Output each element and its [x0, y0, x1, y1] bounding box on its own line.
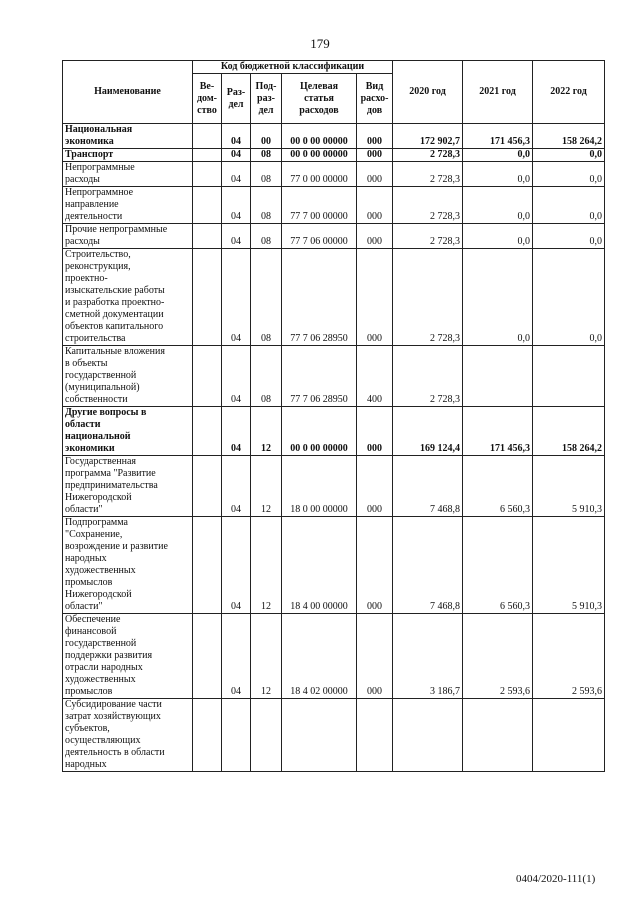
row-target: 18 4 00 00000 — [282, 517, 357, 614]
row-vid: 400 — [357, 346, 393, 407]
row-podrazdel — [251, 699, 282, 772]
row-value-2021: 171 456,3 — [463, 407, 533, 456]
budget-table — [62, 60, 605, 772]
row-value-2020 — [393, 699, 463, 772]
row-vid: 000 — [357, 187, 393, 224]
row-value-2020: 2 728,3 — [393, 224, 463, 249]
table-row — [63, 407, 605, 456]
row-value-2020: 2 728,3 — [393, 346, 463, 407]
row-value-2020: 7 468,8 — [393, 456, 463, 517]
table-row — [63, 224, 605, 249]
row-vid: 000 — [357, 124, 393, 149]
row-name: Национальная экономика — [63, 124, 193, 149]
table-row — [63, 162, 605, 187]
row-vedomstvo — [193, 249, 222, 346]
header-target: Целевая статья расходов — [282, 74, 357, 124]
row-vedomstvo — [193, 517, 222, 614]
row-vedomstvo — [193, 224, 222, 249]
row-vid: 000 — [357, 224, 393, 249]
row-target: 77 0 00 00000 — [282, 162, 357, 187]
row-vid: 000 — [357, 517, 393, 614]
table-row — [63, 614, 605, 699]
row-target: 18 4 02 00000 — [282, 614, 357, 699]
row-vedomstvo — [193, 614, 222, 699]
row-value-2021: 0,0 — [463, 162, 533, 187]
row-value-2021: 171 456,3 — [463, 124, 533, 149]
row-name: Подпрограмма "Сохранение, возрождение и развитие народных художественных промыслов Нижегородской области" — [63, 517, 193, 614]
row-razdel: 04 — [222, 614, 251, 699]
row-value-2022: 5 910,3 — [533, 456, 605, 517]
row-name: Государственная программа "Развитие предпринимательства Нижегородской области" — [63, 456, 193, 517]
row-razdel: 04 — [222, 162, 251, 187]
row-vid — [357, 699, 393, 772]
row-value-2020: 2 728,3 — [393, 149, 463, 162]
row-razdel: 04 — [222, 149, 251, 162]
row-razdel: 04 — [222, 187, 251, 224]
row-vedomstvo — [193, 149, 222, 162]
row-value-2022: 158 264,2 — [533, 124, 605, 149]
row-name: Прочие непрограммные расходы — [63, 224, 193, 249]
row-target: 77 7 00 00000 — [282, 187, 357, 224]
row-podrazdel: 12 — [251, 614, 282, 699]
row-value-2021: 0,0 — [463, 249, 533, 346]
row-name: Непрограммное направление деятельности — [63, 187, 193, 224]
row-value-2020: 2 728,3 — [393, 162, 463, 187]
row-podrazdel: 08 — [251, 249, 282, 346]
row-value-2022: 2 593,6 — [533, 614, 605, 699]
row-value-2020: 169 124,4 — [393, 407, 463, 456]
row-vedomstvo — [193, 699, 222, 772]
row-value-2020: 3 186,7 — [393, 614, 463, 699]
row-name: Транспорт — [63, 149, 193, 162]
row-target: 77 7 06 28950 — [282, 249, 357, 346]
row-value-2021: 6 560,3 — [463, 517, 533, 614]
row-vid: 000 — [357, 149, 393, 162]
row-vedomstvo — [193, 407, 222, 456]
row-vid: 000 — [357, 456, 393, 517]
row-podrazdel: 12 — [251, 517, 282, 614]
row-name: Обеспечение финансовой государственной поддержки развития отрасли народных художественных промыслов — [63, 614, 193, 699]
row-target: 77 7 06 28950 — [282, 346, 357, 407]
row-target: 18 0 00 00000 — [282, 456, 357, 517]
row-podrazdel: 08 — [251, 346, 282, 407]
row-value-2021: 0,0 — [463, 224, 533, 249]
row-razdel: 04 — [222, 224, 251, 249]
row-razdel: 04 — [222, 407, 251, 456]
header-2021: 2021 год — [463, 61, 533, 124]
row-value-2022: 0,0 — [533, 187, 605, 224]
row-target: 77 7 06 00000 — [282, 224, 357, 249]
row-target: 00 0 00 00000 — [282, 124, 357, 149]
header-razdel: Раз- дел — [222, 74, 251, 124]
row-razdel: 04 — [222, 346, 251, 407]
row-vedomstvo — [193, 456, 222, 517]
budget-rows — [63, 124, 605, 772]
table-row — [63, 456, 605, 517]
row-value-2022: 5 910,3 — [533, 517, 605, 614]
row-razdel: 04 — [222, 124, 251, 149]
row-name: Другие вопросы в области национальной экономики — [63, 407, 193, 456]
row-name: Строительство, реконструкция, проектно- изыскательские работы и разработка проектно- сметной документации объектов капитального строительства — [63, 249, 193, 346]
row-value-2022 — [533, 699, 605, 772]
row-value-2022: 0,0 — [533, 149, 605, 162]
footer-code: 0404/2020-111(1) — [516, 873, 596, 885]
row-value-2022: 158 264,2 — [533, 407, 605, 456]
header-kbk-group: Код бюджетной классификации — [193, 61, 393, 74]
row-name: Субсидирование части затрат хозяйствующих субъектов, осуществляющих деятельность в области народных — [63, 699, 193, 772]
row-razdel: 04 — [222, 517, 251, 614]
row-value-2022: 0,0 — [533, 249, 605, 346]
row-vedomstvo — [193, 346, 222, 407]
header-vid: Вид расхо- дов — [357, 74, 393, 124]
row-target — [282, 699, 357, 772]
row-vid: 000 — [357, 249, 393, 346]
row-podrazdel: 08 — [251, 162, 282, 187]
table-row — [63, 346, 605, 407]
header-2022: 2022 год — [533, 61, 605, 124]
page-number: 179 — [310, 36, 330, 51]
header-podrazdel: Под- раз- дел — [251, 74, 282, 124]
table-row — [63, 124, 605, 149]
row-value-2021: 6 560,3 — [463, 456, 533, 517]
table-row — [63, 699, 605, 772]
header-name: Наименование — [63, 61, 193, 124]
row-value-2022: 0,0 — [533, 162, 605, 187]
row-vid: 000 — [357, 162, 393, 187]
row-value-2020: 172 902,7 — [393, 124, 463, 149]
row-name: Непрограммные расходы — [63, 162, 193, 187]
table-row — [63, 249, 605, 346]
row-razdel — [222, 699, 251, 772]
row-vedomstvo — [193, 162, 222, 187]
row-value-2022: 0,0 — [533, 224, 605, 249]
row-vedomstvo — [193, 187, 222, 224]
table-row — [63, 187, 605, 224]
row-podrazdel: 08 — [251, 187, 282, 224]
row-target: 00 0 00 00000 — [282, 149, 357, 162]
row-value-2021 — [463, 699, 533, 772]
row-vid: 000 — [357, 614, 393, 699]
row-podrazdel: 08 — [251, 149, 282, 162]
row-podrazdel: 12 — [251, 456, 282, 517]
row-podrazdel: 00 — [251, 124, 282, 149]
row-value-2022 — [533, 346, 605, 407]
row-podrazdel: 12 — [251, 407, 282, 456]
header-vedomstvo: Ве- дом- ство — [193, 74, 222, 124]
row-value-2021: 0,0 — [463, 149, 533, 162]
row-target: 00 0 00 00000 — [282, 407, 357, 456]
table-row — [63, 517, 605, 614]
row-razdel: 04 — [222, 456, 251, 517]
header-2020: 2020 год — [393, 61, 463, 124]
row-value-2020: 7 468,8 — [393, 517, 463, 614]
row-value-2021: 0,0 — [463, 187, 533, 224]
row-value-2021 — [463, 346, 533, 407]
row-value-2020: 2 728,3 — [393, 249, 463, 346]
row-value-2020: 2 728,3 — [393, 187, 463, 224]
table-row — [63, 149, 605, 162]
row-value-2021: 2 593,6 — [463, 614, 533, 699]
row-razdel: 04 — [222, 249, 251, 346]
row-name: Капитальные вложения в объекты государственной (муниципальной) собственности — [63, 346, 193, 407]
row-vid: 000 — [357, 407, 393, 456]
row-podrazdel: 08 — [251, 224, 282, 249]
row-vedomstvo — [193, 124, 222, 149]
